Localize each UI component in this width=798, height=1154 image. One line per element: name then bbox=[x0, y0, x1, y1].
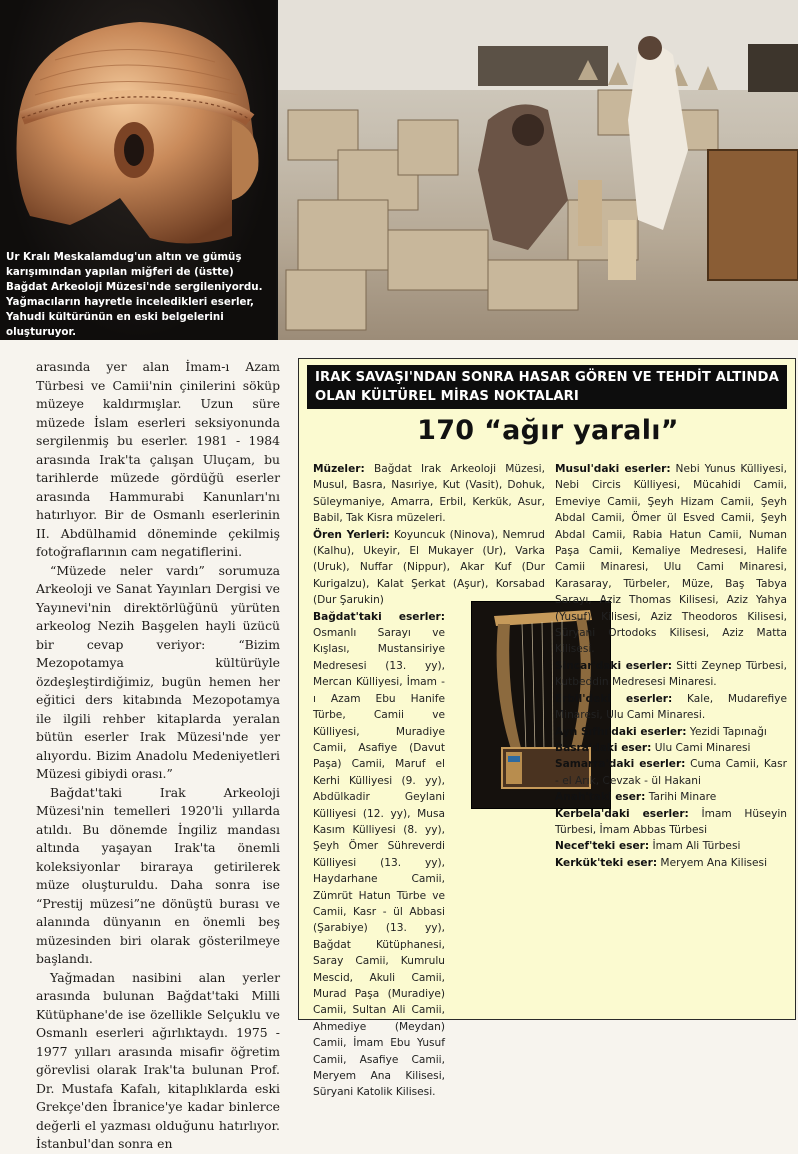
heritage-sidebar-box bbox=[298, 358, 796, 1099]
list-item-kerkuk bbox=[555, 855, 787, 871]
helmet-photo bbox=[0, 0, 276, 340]
list-item-baghdad bbox=[313, 609, 445, 1101]
list-item-ayn-sifni bbox=[555, 724, 787, 740]
list-item-mosul bbox=[555, 461, 787, 658]
list-label: Ayn Sıfhı'daki eserler: bbox=[555, 725, 687, 738]
article-paragraph: arasında yer alan İmam-ı Azam Türbesi ve Camii'nin çinilerini söküp müzeye kaldırmışlar. Uzun süre müzede İslam eserleri seksiyonunda sergilenmiş bu eserler. 1981 - 1984 arasında Irak'ta çalışan Uluçam, bu tarihlerde müzede gördüğü eserler arasında Hammurabi Kanunları'nı hatırlıyor. Bir de Osmanlı eserlerinin II. Abdülhamid döneminde çekilmiş fotoğraflarının cam negatiflerini. bbox=[36, 359, 280, 559]
list-item-erbil bbox=[555, 691, 787, 724]
article-paragraph: Yağmadan nasibini alan yerler arasında bulunan Bağdat'taki Milli Kütüphane'de ise özellikle Selçuklu ve Osmanlı eserleri ağırlıktaydı. 1975 - 1977 yılları arasında misafir öğretim görevlisi olarak Irak'ta bulunan Prof. Dr. Mustafa Kafalı, kitaplıklarda eski Grekçe'den İbranice'ye kadar binlerce değerli el yazması olduğunu hatırlıyor. İstanbul'dan sonra en bbox=[36, 969, 280, 1151]
photo-band bbox=[0, 0, 798, 340]
list-label: Musul'daki eserler: bbox=[555, 463, 671, 475]
list-item-samarra bbox=[555, 756, 787, 789]
list-label: Müzeler: bbox=[313, 463, 365, 475]
list-text: Kale, Mudarefiye Minaresi, Ulu Cami Minaresi. bbox=[555, 692, 787, 722]
list-text: Koyuncuk (Ninova), Nemrud (Kalhu), Ukeyir, El Mukayer (Ur), Varka (Uruk), Nuffar (Nippur), Akar Kuf (Dur Kurigalzu), Kalat Şerkat (Aşur), Korsabad (Dur Şarukin) bbox=[313, 528, 545, 607]
article-paragraph: Bağdat'taki Irak Arkeoloji Müzesi'nin temelleri 1920'li yıllarda atıldı. Bu dönemde İngiliz mandası altında yaşayan Irak'ta önemli koleksiyonlar biraraya getirilerek müze oluşturuldu. Daha sonra ise “Prestij müzesi”ne dönüştü burası ve alanında dünyanın en önemli beş müzesinden biri olarak gösterilmeye başlandı. bbox=[36, 784, 280, 966]
list-label: Samarra'daki eserler: bbox=[555, 758, 686, 771]
list-label: Ören Yerleri: bbox=[313, 528, 390, 541]
list-text: Cuma Camii, Kasr - el Arık, Cevzak - ül Hakani bbox=[555, 758, 787, 787]
list-text: Tarihi Minare bbox=[645, 791, 717, 804]
article-column bbox=[36, 358, 280, 1151]
list-item-kerbela bbox=[555, 806, 787, 839]
list-item-anah bbox=[555, 789, 787, 805]
list-text: İmam Hüseyin Türbesi, İmam Abbas Türbesi bbox=[555, 807, 788, 836]
list-label: Erbil'deki eserler: bbox=[555, 692, 673, 705]
list-item-sites bbox=[313, 527, 545, 609]
list-label: Bağdat'taki eserler: bbox=[313, 610, 445, 623]
list-text: Yezidi Tapınağı bbox=[686, 725, 767, 738]
list-item-necef bbox=[555, 838, 787, 854]
list-label: Kerbela'daki eserler: bbox=[555, 807, 689, 820]
list-text: Osmanlı Sarayı ve Kışlası, Mustansiriye Medresesi (13. yy), Mercan Külliyesi, İmam - ı Azam Ebu Hanife Türbe, Camii ve Külliyesi, Muradiye Camii, Asafiye (Davut Paşa) Camii, Maruf el Kerhi Külliyesi (9. yy), Abdülkadir Geylani Külliyesi (12. yy), Musa Kasım Külliyesi (8. yy), Şeyh Ömer Sühreverdi Külliyesi (13. yy), Haydarhane Camii, Zümrüt Hatun Türbe ve Camii, Kasr - ül Abbasi (Şarabiye) (13. yy), Bağdat Kütüphanesi, Saray Camii, Kumrulu Mescid, Akuli Camii, Murad Paşa (Muradiye) Camii, Sultan Ali Camii, Ahmediye (Meydan) Camii, İmam Ebu Yusuf Camii, Asafiye Camii, Meryem Ana Kilisesi, Süryani Katolik Kilisesi. bbox=[313, 627, 445, 1099]
list-item-sincar bbox=[555, 658, 787, 691]
list-item-museums bbox=[313, 461, 545, 527]
list-label: Anah'taki eser: bbox=[555, 791, 646, 804]
list-label: Kerkük'teki eser: bbox=[555, 856, 658, 869]
photo-caption: Ur Kralı Meskalamdug'un altın ve gümüş karışımından yapılan miğferi de (üstte) Bağdat Arkeoloji Müzesi'nde sergileniyordu. Yağmacıların hayretle inceledikleri eserler, Yahudi kültürünün en eski belgelerini oluşturuyor. bbox=[6, 251, 263, 338]
box-title: 170 “ağır yaralı” bbox=[417, 415, 679, 446]
list-item-basra bbox=[555, 740, 787, 756]
list-text: Meryem Ana Kilisesi bbox=[657, 856, 768, 869]
list-text: Ulu Cami Minaresi bbox=[651, 741, 751, 754]
museum-storage-photo bbox=[278, 0, 798, 340]
article-paragraph: “Müzede neler vardı” sorumuza Arkeoloji ve Sanat Yayınları Dergisi ve Yayınevi'nin direktörlüğünü yürüten arkeolog Nezih Başgelen hayli üzücü bir cevap veriyor: “Bizim Mezopotamya kültürüyle özdeşleştirdiğimiz, bugün hemen her eğitici ders kitabında Mezopotamya ile ilgili rehber kitaplarda yeralan bütün eserler Irak Müzesi'nde yer alıyordu. Bizim Anadolu Medeniyetleri Müzesi gibiydi orası.” bbox=[36, 562, 280, 781]
box-header: IRAK SAVAŞI'NDAN SONRA HASAR GÖREN VE TEHDİT ALTINDA OLAN KÜLTÜREL MİRAS NOKTALARI bbox=[307, 365, 787, 409]
list-label: Basra'daki eser: bbox=[555, 741, 652, 754]
storage-room-image bbox=[278, 0, 798, 340]
list-label: Sincar'daki eserler: bbox=[555, 659, 672, 672]
list-text: Bağdat Irak Arkeoloji Müzesi, Musul, Basra, Nasıriye, Kut (Vasit), Dohuk, Süleymaniye, Amarra, Erbil, Kerkük, Asur, Babil, Tak Kisra müzeleri. bbox=[313, 463, 545, 525]
heritage-list-right bbox=[555, 461, 787, 871]
heritage-list-left bbox=[313, 461, 545, 1101]
list-text: Sitti Zeynep Türbesi, Kutbeddin Medresesi Minaresi. bbox=[555, 659, 787, 689]
list-text: Nebi Yunus Külliyesi, Nebi Circis Külliyesi, Mücahidi Camii, Emeviye Camii, Şeyh Hizam Camii, Şeyh Abdal Camii, Ömer ül Esved Camii, Şeyh Abdal Camii, Rabia Hatun Camii, Numan Paşa Camii, Kemaliye Medresesi, Halife Camii Minaresi, Ulu Cami Minaresi, Karasaray, Türbeler, Müze, Baş Tabya Sarayı, Aziz Thomas Kilisesi, Aziz Yahya (Yusuf) Kilisesi, Aziz Theodoros Kilisesi, Süryani Ortodoks Kilisesi, Aziz Matta Kilisesi. bbox=[555, 463, 787, 656]
list-label: Necef'teki eser: bbox=[555, 840, 650, 853]
list-text: İmam Ali Türbesi bbox=[649, 840, 741, 853]
